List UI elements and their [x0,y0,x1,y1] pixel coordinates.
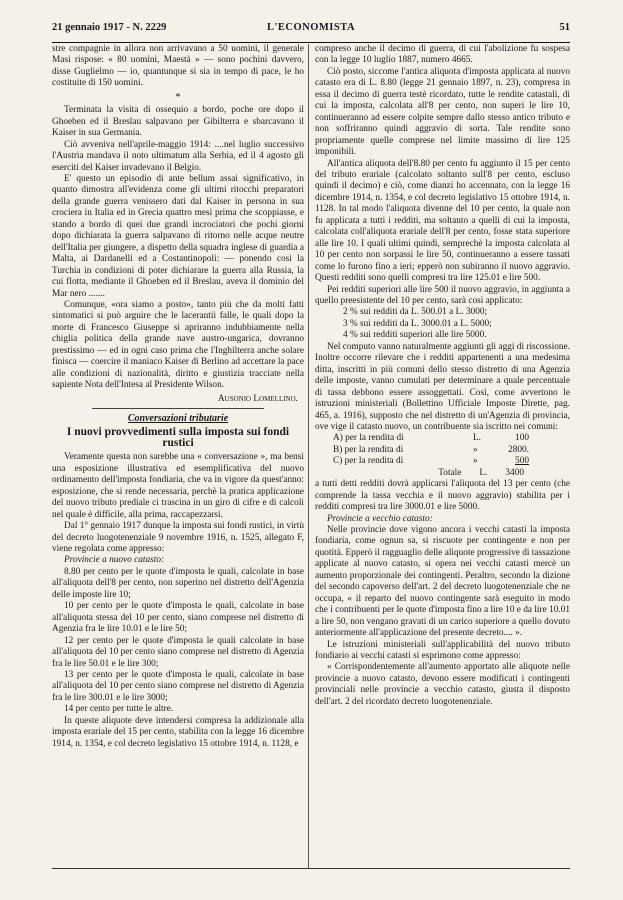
rate-list [315,307,570,341]
paragraph: stre compagnie in allora non arrivavano a 50 uomini, il generale Masi rispose: « 80 uomini, Maestà » — sono pochini davvero, disse Guglielmo — io, quantunque si sia in tempo di pace, le ho costituite di 150 uomini. [52,44,304,89]
paragraph: a tutti detti redditi dovrà applicarsi l'aliquota del 13 per cento (che comprende la tassa vecchia e il nuovo aggravio) stabilita per i redditi compresi tra lire 3000.01 e lire 5000. [315,479,570,513]
total-label: Totale [438,467,462,478]
table-total [315,468,570,479]
paragraph: In queste aliquote deve intendersi compresa la addizionale alla imposta erariale del 15 per cento, stabilita con la legge 16 dicembre 1914, n. 1354, e col decreto legislativo 15 ottobre 1914, n. 1128, e [52,715,304,749]
header-publication-title: L'ECONOMISTA [266,22,356,33]
paragraph: 8.80 per cento per le quote d'imposta le quali, calcolate in base all'aliquota dell'8 per cento, non superino nel distretto dell'Agenzia delle imposte lire 10; [52,566,304,600]
rent-table [315,433,570,467]
table-row-value: 2800. [508,444,529,455]
table-row-label: C) per la rendita di [333,456,404,467]
table-row [333,445,570,456]
table-row-label: A) per la rendita di [333,433,404,444]
currency: » [473,456,478,467]
list-item: 4 % sui redditi superiori alle lire 5000. [343,330,487,341]
paragraph: 10 per cento per le quote d'imposta le quali, calcolate in base all'aliquota stessa del 10 per cento, siano comprese nel distretto di Agenzia fra le lire 10.01 e le lire 50; [52,601,304,635]
paragraph: Terminata la visita di ossequio a bordo, poche ore dopo il Ghoeben ed il Breslau salpavano per Gibilterra e sbarcavano il Kaiser in sua Germania. [52,105,304,139]
paragraph: E' questo un episodio di ante bellum assai significativo, in quanto dimostra all'evidenza come gli ultimi ritocchi preparatori della grande guerra venissero dati dal Kaiser in persona in sua crociera in Italia ed in Grecia quattro mesi prima che scoppiasse, e stando a bordo di quei due grandi incrociatori che pochi giorni dopo dichiarata la guerra salpavano di ritorno nelle acque neutre dell'Italia per giungere, a dispetto della squadra inglese di guardia a Malta, ai Dardanelli ed a Costantinopoli: — ponendo così la Turchia in condizioni di poter dichiarare la guerra alla Russia, la cui flotta, mediante il Ghoeben ed il Breslau, aveva il dominio del Mar nero ....... [52,173,304,299]
table-row [333,433,570,444]
paragraph: 12 per cento per le quote d'imposta le quali calcolate in base all'aliquota del 10 per cento siano comprese nel distretto di Agenzia fra le lire 50.01 e le lire 300; [52,635,304,669]
paragraph: 14 per cento per tutte le altre. [64,704,174,715]
article-title: I nuovi provvedimenti sulla imposta sui fondi rustici [66,425,290,449]
paragraph: All'antica aliquota dell'8.80 per cento fu aggiunto il 15 per cento del tributo erariale (calcolato soltanto sull'8 per cento, escluso quindi il decimo) e ciò, come dianzi ho accennato, con la legge 16 dicembre 1914, n. 1354, e col decreto legislativo 15 ottobre 1914, n. 1128. In tal modo l'aliquota divenne del 10 per cento, la quale non fu applicata a tutti i redditi, ma soltanto a quelli di cui la imposta, calcolata coll'aliquota erariale dell'8 per cento, fosse stata superiore alle lire 10. I quali ultimi quindi, semprechè la imposta calcolata al 10 per cento non sorpassi le lire 50, continueranno a essere tassati come lo furono fino a ieri; epperò non subiranno il nuovo aggravio. Questi redditi sono quelli compresi tra lire 125.01 e lire 500. [315,158,570,284]
paragraph: Veramente questa non sarebbe una « conversazione », ma bensì una esposizione illustrativa ed esemplificativa del nuovo ordinamento dell'imposta fondiaria, che va in vigore da quest'anno: esposizione, che si rende necessaria, perchè la pratica applicazione del nuovo tributo prediale ci trascina in un giro di cifre e di calcoli nel quale è difficile, alla prima, raccapezzarsi. [52,452,304,520]
paragraph: Nel computo vanno naturalmente aggiunti gli aggi di riscossione. Inoltre occorre rilevare che i redditi appartenenti a una medesima ditta, inscritti in più comuni dello stesso distretto di una Agenzia delle imposte, vanno cumulati per determinare a quale percentuale di tassa debbono essere assoggettati. Così, come avvertono le istruzioni ministeriali (Bollettino Ufficiale Imposte Dirette, pag. 465, a. 1916), supposto che nel distretto di un'Agenzia di provincia, ove vige il catasto nuovo, un contribuente sia iscritto nei comuni: [315,341,570,432]
table-row-label: B) per la rendita di [333,444,404,455]
table-row-value: 100 [515,433,529,444]
paragraph: Comunque, «ora siamo a posto», tanto più che da molti fatti sintomatici si può arguire che le lacerantii falle, le quali dopo la morte di Francesco Giuseppe si apriranno indubbiamente nella chiglia politica della grande nave austro-ungarica, dovranno prestissimo — ed in ogni caso prima che l'Inghilterra anche solare finisca — coercire il maniaco Kaiser di Berlino ad accettare la pace alle condizioni di nazionalità, diritto e giustizia tracciate nella sapiente Nota dell'Intesa al Presidente Wilson. [52,299,304,391]
total-value: 3400 [505,467,524,478]
right-column [315,44,570,868]
paragraph: Ciò avveniva nell'aprile-maggio 1914: ....nel luglio successivo l'Austria mandava il noto ultimatum alla Serbia, ed il 4 agosto gli eserciti del Kaiser invadevano il Belgio. [52,139,304,173]
footer-rule [52,868,570,869]
paragraph: compreso anche il decimo di guerra, di cui l'abolizione fu sospesa con la legge 10 luglio 1887, numero 4665. [315,44,570,66]
divider [92,408,264,409]
currency: L. [473,433,482,444]
page-header [52,22,570,36]
paragraph: Le istruzioni ministeriali sull'applicabilità del nuovo tributo fondiario ai vecchi catasti si esprimono come appresso: [315,639,570,662]
currency: » [473,444,478,455]
header-page-number: 51 [559,22,570,33]
header-date-issue: 21 gennaio 1917 - N. 2229 [52,22,167,33]
paragraph: Ciò posto, siccome l'antica aliquota d'imposta applicata al nuovo catasto era di L. 8.80 (legge 21 gennaio 1897, n. 23), compresa in essa il decimo di guerra testè ricordato, tutte le rendite catastali, di cui la imposta, calcolata all'8 per cento, non superi le lire 10, continueranno ad essere colpite sempre dallo stesso antico tributo e non soffriranno quindi aggravio di sorta. Tale rendite sono propriamente quelle comprese nel limite massimo di lire 125 imponibili. [315,66,570,158]
section-title: Conversazioni tributarie [127,413,229,425]
section-star: * [175,91,181,103]
header-rule [52,42,570,43]
paragraph: Dal 1° gennaio 1917 dunque la imposta sui fondi rustici, in virtù del decreto luogotenenziale 9 novembre 1916, n. 1525, allegato F, viene regolata come appresso: [52,521,304,555]
subheading: Provincie a nuovo catasto: [64,555,165,566]
table-row [333,456,570,467]
paragraph: « Corrispondentemente all'aumento apportato alle aliquote nelle provincie a nuovo catasto, devono essere modificati i contingenti provinciali nelle provincie a vecchio catasto, giusta il disposto dell'art. 2 del ricordato decreto luogotenenziale. [315,662,570,707]
total-currency: L. [479,467,488,478]
list-item: 2 % sui redditi da L. 500.01 a L. 3000; [343,307,488,318]
author-signature: Ausonio Lomellino. [217,393,298,404]
paragraph: 13 per cento per le quote d'imposta le quali, calcolate in base all'aliquota del 10 per cento siano comprese nel distretto di Agenzia fra le lire 300.01 e le lire 3000; [52,670,304,703]
table-row-value: 500 [515,456,529,467]
paragraph: Nelle provincie dove vigono ancora i vecchi catasti la imposta fondiaria, come ognun sa, si riscuote per contingente e non per quotità. Epperò il ragguaglio delle aliquote progressive di tassazione applicate al nuovo catasto, si opera nei vecchi catasti mercè un aumento proporzionale dei contingenti. Peraltro, secondo la dizione del secondo capoverso dell'art. 2 del decreto luogotenenziale che ne occupa, « il reparto del nuovo contingente sarà eseguito in modo che i contribuenti per le quote d'imposta fino a lire 10 e da lire 10.01 a lire 50, non vengano gravati di un carico superiore a quello dovuto anteriormente all'applicazione del presente decreto.... ». [315,525,570,639]
subheading: Provincie a vecchio catasto: [327,513,433,524]
list-item: 3 % sui redditi da L. 3000.01 a L. 5000; [343,318,492,329]
column-divider [308,44,309,868]
paragraph: Pei redditi superiori alle lire 500 il nuovo aggravio, in aggiunta a quello preesistente del 10 per cento, sarà così applicato: [315,284,570,306]
left-column [52,44,304,868]
